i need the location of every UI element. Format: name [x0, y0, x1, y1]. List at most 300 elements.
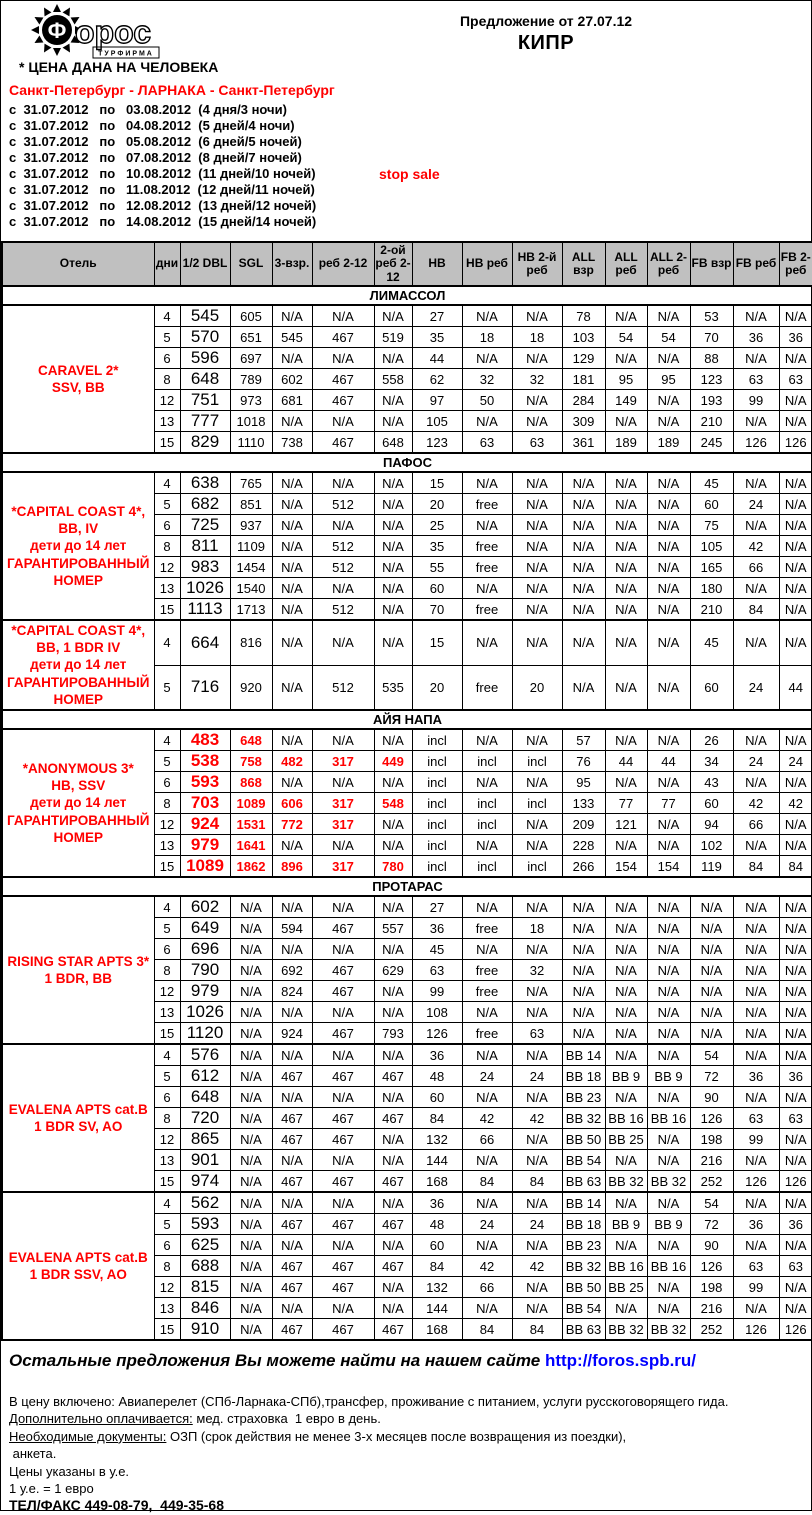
foros-sun-logo-icon	[31, 3, 181, 61]
price-cell: 24	[462, 1214, 512, 1235]
price-cell: N/A	[230, 1002, 272, 1023]
price-cell: N/A	[647, 918, 690, 939]
price-cell: 90	[690, 1235, 733, 1256]
hotel-name-line: дети до 14 лет	[30, 795, 127, 811]
price-cell: N/A	[230, 981, 272, 1002]
price-cell: N/A	[605, 536, 647, 557]
price-cell: 66	[733, 814, 779, 835]
price-cell: N/A	[272, 1192, 312, 1214]
price-cell: N/A	[374, 1129, 412, 1150]
price-cell: N/A	[462, 411, 512, 432]
days-cell: 13	[154, 1298, 180, 1319]
hotel-name-line: SSV, BB	[51, 380, 105, 395]
price-cell: BB 9	[647, 1214, 690, 1235]
price-cell: N/A	[562, 557, 605, 578]
price-cell: 696	[180, 939, 230, 960]
price-cell: N/A	[230, 918, 272, 939]
price-cell: 1862	[230, 856, 272, 878]
price-cell: N/A	[733, 1023, 779, 1045]
price-cell: 361	[562, 432, 605, 454]
price-cell: N/A	[462, 939, 512, 960]
price-cell: N/A	[374, 835, 412, 856]
price-cell: 720	[180, 1108, 230, 1129]
price-cell: BB 32	[562, 1108, 605, 1129]
days-cell: 12	[154, 557, 180, 578]
hotel-name-line: ГАРАНТИРОВАННЫЙ	[7, 555, 150, 571]
price-cell: incl	[462, 751, 512, 772]
price-cell: 1120	[180, 1023, 230, 1045]
days-cell: 5	[154, 918, 180, 939]
price-cell: 467	[312, 1129, 374, 1150]
price-cell: 562	[180, 1192, 230, 1214]
price-cell: 42	[512, 1256, 562, 1277]
extra-cost-label: Дополнительно оплачивается:	[9, 1411, 193, 1427]
city-header: ПРОТАРАС	[2, 877, 812, 896]
price-cell: N/A	[779, 772, 812, 793]
price-cell: 60	[412, 1235, 462, 1256]
days-cell: 8	[154, 536, 180, 557]
price-cell: 780	[374, 856, 412, 878]
price-cell: N/A	[733, 772, 779, 793]
price-cell: N/A	[562, 536, 605, 557]
price-cell: N/A	[272, 557, 312, 578]
site-link[interactable]: http://foros.spb.ru/	[544, 1351, 697, 1370]
price-cell: 95	[605, 369, 647, 390]
price-cell: 94	[690, 814, 733, 835]
price-cell: N/A	[230, 1129, 272, 1150]
price-cell: 467	[312, 981, 374, 1002]
price-cell: N/A	[230, 1150, 272, 1171]
hotel-name-line: EVALENA APTS cat.B	[8, 1101, 148, 1117]
price-cell: 53	[690, 305, 733, 327]
hotel-name-line: дети до 14 лет	[30, 538, 127, 554]
price-cell: 648	[230, 729, 272, 751]
days-cell: 15	[154, 1171, 180, 1193]
price-cell: N/A	[374, 599, 412, 621]
price-cell: N/A	[272, 620, 312, 665]
price-cell: 973	[230, 390, 272, 411]
price-cell: 467	[312, 432, 374, 454]
price-cell: 467	[374, 1256, 412, 1277]
price-cell: BB 16	[647, 1108, 690, 1129]
price-cell: N/A	[312, 1192, 374, 1214]
price-cell: N/A	[647, 390, 690, 411]
price-cell: BB 16	[647, 1256, 690, 1277]
hotel-name-line: ГАРАНТИРОВАННЫЙ	[7, 674, 150, 690]
price-cell: N/A	[647, 620, 690, 665]
price-cell: 126	[779, 1171, 812, 1193]
price-cell: N/A	[647, 1002, 690, 1023]
price-cell: N/A	[690, 1023, 733, 1045]
price-cell: 108	[412, 1002, 462, 1023]
days-cell: 15	[154, 1319, 180, 1341]
price-cell: N/A	[512, 1192, 562, 1214]
hotel-name-line: НОМЕР	[53, 572, 103, 588]
price-cell: N/A	[779, 939, 812, 960]
price-cell: BB 9	[605, 1066, 647, 1087]
price-cell: 216	[690, 1150, 733, 1171]
city-section	[2, 286, 812, 305]
price-cell: N/A	[374, 1150, 412, 1171]
hotel-name-line: EVALENA APTS cat.B	[8, 1249, 148, 1265]
price-cell: N/A	[779, 599, 812, 621]
price-cell: 133	[562, 793, 605, 814]
price-cell: incl	[512, 751, 562, 772]
price-cell: 467	[312, 1108, 374, 1129]
price-cell: 35	[412, 536, 462, 557]
price-cell: 692	[272, 960, 312, 981]
price-cell: N/A	[733, 896, 779, 918]
price-cell: 84	[512, 1319, 562, 1341]
price-cell: 144	[412, 1298, 462, 1319]
days-cell: 5	[154, 665, 180, 710]
price-cell: BB 9	[605, 1214, 647, 1235]
price-cell: 309	[562, 411, 605, 432]
price-cell: 682	[180, 494, 230, 515]
price-cell: 625	[180, 1235, 230, 1256]
price-cell: N/A	[512, 1129, 562, 1150]
price-cell: N/A	[562, 515, 605, 536]
price-cell: 55	[412, 557, 462, 578]
price-cell: N/A	[733, 1087, 779, 1108]
days-cell: 5	[154, 1066, 180, 1087]
price-cell: 123	[690, 369, 733, 390]
price-cell: N/A	[733, 348, 779, 369]
price-cell: 60	[412, 1087, 462, 1108]
price-cell: N/A	[462, 515, 512, 536]
currency-note: Цены указаны в у.е.	[9, 1463, 130, 1479]
price-cell: 824	[272, 981, 312, 1002]
price-cell: N/A	[272, 411, 312, 432]
price-cell: 72	[690, 1214, 733, 1235]
price-cell: 829	[180, 432, 230, 454]
price-cell: 467	[272, 1066, 312, 1087]
price-cell: 36	[733, 1066, 779, 1087]
price-cell: N/A	[374, 1298, 412, 1319]
price-cell: 84	[733, 599, 779, 621]
days-cell: 13	[154, 578, 180, 599]
price-cell: 751	[180, 390, 230, 411]
price-cell: 519	[374, 327, 412, 348]
price-cell: BB 9	[647, 1066, 690, 1087]
price-cell: N/A	[647, 814, 690, 835]
price-cell: 252	[690, 1171, 733, 1193]
price-cell: 126	[733, 432, 779, 454]
price-cell: N/A	[690, 1002, 733, 1023]
included-note: В цену включено: Авиаперелет (СПб-Ларнака-СПб),трансфер, проживание с питанием, услуги русскоговорящего гида.	[9, 1394, 729, 1409]
price-cell: N/A	[779, 835, 812, 856]
price-cell: 758	[230, 751, 272, 772]
price-cell: 45	[412, 939, 462, 960]
price-cell: 317	[312, 856, 374, 878]
price-cell: N/A	[605, 981, 647, 1002]
price-cell: N/A	[374, 348, 412, 369]
hotel-name-cell	[2, 472, 154, 620]
price-cell: 772	[272, 814, 312, 835]
price-cell: 42	[512, 1108, 562, 1129]
price-cell: 846	[180, 1298, 230, 1319]
price-cell: 126	[733, 1171, 779, 1193]
city-section	[2, 710, 812, 729]
hotel-name-line: 1 BDR SSV, AO	[29, 1267, 127, 1282]
days-cell: 12	[154, 1277, 180, 1298]
hotel-name-cell	[2, 1192, 154, 1340]
price-cell: N/A	[779, 390, 812, 411]
date-range-line: с 31.07.2012 по 11.08.2012 (12 дней/11 ночей)	[9, 182, 315, 197]
price-cell: N/A	[779, 620, 812, 665]
price-cell: 209	[562, 814, 605, 835]
price-cell: N/A	[562, 665, 605, 710]
price-cell: 924	[180, 814, 230, 835]
price-cell: N/A	[230, 1023, 272, 1045]
price-cell: 36	[412, 1044, 462, 1066]
price-cell: incl	[412, 856, 462, 878]
price-cell: 594	[272, 918, 312, 939]
documents-label: Необходимые документы:	[9, 1428, 167, 1444]
price-row	[2, 1044, 812, 1066]
price-cell: N/A	[605, 557, 647, 578]
price-cell: N/A	[462, 896, 512, 918]
price-cell: 688	[180, 1256, 230, 1277]
price-cell: 512	[312, 494, 374, 515]
price-cell: N/A	[512, 348, 562, 369]
column-header: FB взр	[690, 242, 733, 286]
price-cell: 901	[180, 1150, 230, 1171]
column-header: ALL реб	[605, 242, 647, 286]
price-cell: N/A	[272, 1002, 312, 1023]
price-cell: BB 32	[647, 1171, 690, 1193]
price-cell: N/A	[312, 620, 374, 665]
price-cell: N/A	[647, 1087, 690, 1108]
hotel-name-line: НОМЕР	[53, 691, 103, 707]
logo-letter: Ф	[47, 18, 67, 43]
price-cell: 54	[647, 327, 690, 348]
price-cell: N/A	[605, 835, 647, 856]
price-cell: N/A	[605, 1298, 647, 1319]
days-cell: 12	[154, 1129, 180, 1150]
hotel-name-line: HB, SSV	[51, 778, 106, 794]
days-cell: 4	[154, 305, 180, 327]
price-cell: 1089	[230, 793, 272, 814]
hotel-name-cell	[2, 1044, 154, 1192]
price-cell: 63	[733, 1256, 779, 1277]
date-list	[9, 102, 440, 230]
price-cell: BB 14	[562, 1044, 605, 1066]
price-cell: 697	[230, 348, 272, 369]
price-cell: N/A	[605, 1044, 647, 1066]
price-cell: 651	[230, 327, 272, 348]
days-cell: 8	[154, 1256, 180, 1277]
price-cell: N/A	[272, 1087, 312, 1108]
price-cell: 36	[733, 1214, 779, 1235]
price-cell: N/A	[779, 411, 812, 432]
price-cell: N/A	[605, 1235, 647, 1256]
price-cell: 467	[272, 1256, 312, 1277]
price-cell: N/A	[647, 578, 690, 599]
price-cell: 60	[690, 665, 733, 710]
price-cell: 1018	[230, 411, 272, 432]
price-cell: N/A	[312, 896, 374, 918]
price-cell: 43	[690, 772, 733, 793]
price-cell: N/A	[647, 305, 690, 327]
price-cell: 126	[779, 432, 812, 454]
date-range-line: с 31.07.2012 по 07.08.2012 (8 дней/7 ночей)	[9, 150, 302, 165]
price-cell: 84	[462, 1319, 512, 1341]
hotel-name-line: BB, IV	[58, 521, 99, 537]
price-cell: N/A	[779, 494, 812, 515]
price-cell: 24	[512, 1066, 562, 1087]
price-cell: N/A	[605, 578, 647, 599]
price-cell: 26	[690, 729, 733, 751]
price-cell: 512	[312, 599, 374, 621]
price-cell: 24	[512, 1214, 562, 1235]
price-cell: 467	[272, 1319, 312, 1341]
price-cell: N/A	[647, 665, 690, 710]
days-cell: 8	[154, 960, 180, 981]
price-cell: N/A	[230, 1192, 272, 1214]
route-line: Санкт-Петербург - ЛАРНАКА - Санкт-Петербург	[9, 82, 335, 98]
price-cell: 467	[312, 369, 374, 390]
column-header: 1/2 DBL	[180, 242, 230, 286]
price-cell: 84	[779, 856, 812, 878]
price-cell: 602	[272, 369, 312, 390]
price-cell: 979	[180, 835, 230, 856]
price-cell: N/A	[374, 729, 412, 751]
days-cell: 6	[154, 348, 180, 369]
price-cell: 36	[779, 1214, 812, 1235]
days-cell: 13	[154, 1150, 180, 1171]
price-cell: 1641	[230, 835, 272, 856]
price-cell: 126	[412, 1023, 462, 1045]
price-cell: 593	[180, 772, 230, 793]
price-cell: N/A	[733, 939, 779, 960]
price-cell: 228	[562, 835, 605, 856]
days-cell: 13	[154, 835, 180, 856]
price-cell: 612	[180, 1066, 230, 1087]
price-cell: free	[462, 981, 512, 1002]
price-cell: N/A	[374, 896, 412, 918]
price-cell: N/A	[647, 536, 690, 557]
price-cell: N/A	[605, 411, 647, 432]
price-cell: N/A	[462, 472, 512, 494]
price-cell: BB 50	[562, 1129, 605, 1150]
price-row	[2, 620, 812, 665]
price-cell: BB 32	[605, 1319, 647, 1341]
price-cell: incl	[412, 772, 462, 793]
price-cell: N/A	[272, 1298, 312, 1319]
price-cell: N/A	[647, 1129, 690, 1150]
price-cell: 557	[374, 918, 412, 939]
price-cell: 24	[733, 665, 779, 710]
price-cell: BB 23	[562, 1087, 605, 1108]
price-cell: 266	[562, 856, 605, 878]
city-section	[2, 453, 812, 472]
price-cell: N/A	[647, 1235, 690, 1256]
price-cell: 924	[272, 1023, 312, 1045]
price-cell: 95	[562, 772, 605, 793]
site-promo-line	[9, 1351, 696, 1371]
price-cell: incl	[412, 793, 462, 814]
price-cell: incl	[412, 729, 462, 751]
price-cell: 777	[180, 411, 230, 432]
price-cell: N/A	[272, 729, 312, 751]
price-cell: N/A	[690, 939, 733, 960]
price-cell: N/A	[733, 1002, 779, 1023]
documents-note-2: анкета.	[9, 1446, 57, 1462]
price-cell: N/A	[512, 578, 562, 599]
price-cell: N/A	[647, 557, 690, 578]
price-cell: N/A	[779, 1129, 812, 1150]
price-cell: 84	[512, 1171, 562, 1193]
price-cell: 983	[180, 557, 230, 578]
price-cell: N/A	[374, 411, 412, 432]
price-cell: 50	[462, 390, 512, 411]
price-cell: N/A	[312, 1087, 374, 1108]
date-range-line: с 31.07.2012 по 04.08.2012 (5 дней/4 ночи)	[9, 118, 295, 133]
price-cell: incl	[462, 793, 512, 814]
price-cell: BB 25	[605, 1129, 647, 1150]
price-cell: 42	[733, 793, 779, 814]
days-cell: 5	[154, 751, 180, 772]
price-cell: N/A	[272, 939, 312, 960]
days-cell: 13	[154, 1002, 180, 1023]
price-cell: N/A	[512, 557, 562, 578]
hotel-name-line: *CAPITAL COAST 4*,	[11, 503, 146, 519]
price-cell: N/A	[230, 1171, 272, 1193]
price-cell: 149	[605, 390, 647, 411]
price-cell: N/A	[647, 960, 690, 981]
price-cell: 910	[180, 1319, 230, 1341]
price-cell: N/A	[779, 1192, 812, 1214]
price-cell: 467	[312, 1066, 374, 1087]
price-cell: 681	[272, 390, 312, 411]
price-cell: N/A	[733, 305, 779, 327]
price-cell: N/A	[374, 1277, 412, 1298]
price-cell: 482	[272, 751, 312, 772]
price-cell: 66	[462, 1129, 512, 1150]
price-cell: 84	[412, 1256, 462, 1277]
price-cell: N/A	[733, 835, 779, 856]
price-cell: 284	[562, 390, 605, 411]
price-cell: free	[462, 557, 512, 578]
price-cell: N/A	[562, 578, 605, 599]
price-cell: N/A	[272, 1150, 312, 1171]
price-cell: N/A	[374, 390, 412, 411]
price-cell: 570	[180, 327, 230, 348]
price-cell: N/A	[779, 1150, 812, 1171]
days-cell: 12	[154, 390, 180, 411]
price-cell: N/A	[605, 348, 647, 369]
price-cell: 1531	[230, 814, 272, 835]
days-cell: 6	[154, 1235, 180, 1256]
price-cell: 606	[272, 793, 312, 814]
price-row	[2, 729, 812, 751]
price-cell: N/A	[779, 348, 812, 369]
price-cell: 789	[230, 369, 272, 390]
price-cell: 865	[180, 1129, 230, 1150]
price-cell: 738	[272, 432, 312, 454]
price-cell: N/A	[462, 620, 512, 665]
price-cell: N/A	[230, 1108, 272, 1129]
price-cell: 119	[690, 856, 733, 878]
price-cell: 27	[412, 305, 462, 327]
days-cell: 6	[154, 1087, 180, 1108]
price-cell: N/A	[647, 515, 690, 536]
price-cell: N/A	[374, 1235, 412, 1256]
price-cell: N/A	[230, 1087, 272, 1108]
price-cell: N/A	[512, 772, 562, 793]
price-cell: N/A	[605, 729, 647, 751]
